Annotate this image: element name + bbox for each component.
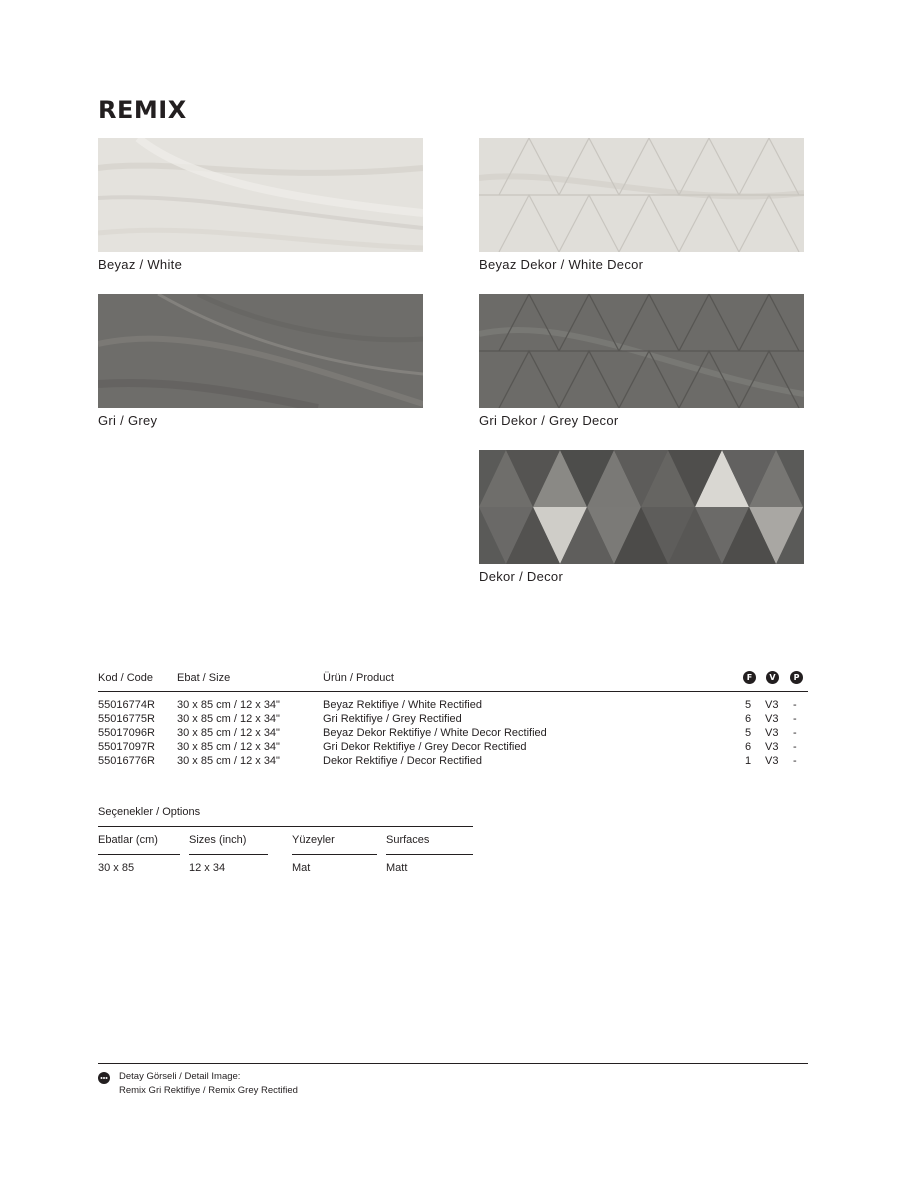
tile-caption: Beyaz Dekor / White Decor <box>479 257 644 272</box>
options-value-surfaces: Matt <box>386 862 408 874</box>
row-pei: - <box>793 713 797 725</box>
page-title: REMIX <box>98 96 187 124</box>
tile-caption: Dekor / Decor <box>479 569 564 584</box>
row-product: Gri Rektifiye / Grey Rectified <box>323 713 462 725</box>
row-pei: - <box>793 741 797 753</box>
pei-badge-icon: P <box>790 671 803 684</box>
options-header-surfaces: Surfaces <box>386 834 430 846</box>
detail-image-icon <box>98 1071 110 1083</box>
table-row <box>98 698 808 712</box>
tile-image-decor <box>479 450 804 564</box>
col-header-size: Ebat / Size <box>177 672 231 684</box>
options-header-yuzeyler: Yüzeyler <box>292 834 335 846</box>
options-title: Seçenekler / Options <box>98 806 201 818</box>
col-header-code: Kod / Code <box>98 672 154 684</box>
shade-variation-badge-icon: V <box>766 671 779 684</box>
table-row <box>98 726 808 740</box>
row-shade: V3 <box>765 755 779 767</box>
tile-caption: Gri Dekor / Grey Decor <box>479 413 619 428</box>
footer-detail-product: Remix Gri Rektifiye / Remix Grey Rectified <box>119 1085 298 1096</box>
options-rule <box>386 854 473 855</box>
row-size: 30 x 85 cm / 12 x 34" <box>177 713 280 725</box>
options-value-cm: 30 x 85 <box>98 862 135 874</box>
row-frost: 1 <box>745 755 752 767</box>
table-header-rule <box>98 691 808 692</box>
row-code: 55017097R <box>98 741 155 753</box>
row-code: 55016775R <box>98 713 155 725</box>
footer-detail-label: Detay Görseli / Detail Image: <box>119 1071 241 1082</box>
row-size: 30 x 85 cm / 12 x 34" <box>177 699 280 711</box>
row-pei: - <box>793 755 797 767</box>
col-header-product: Ürün / Product <box>323 672 394 684</box>
row-code: 55017096R <box>98 727 155 739</box>
options-header-cm: Ebatlar (cm) <box>98 834 158 846</box>
options-top-rule <box>98 826 473 827</box>
row-frost: 6 <box>745 741 752 753</box>
row-product: Beyaz Rektifiye / White Rectified <box>323 699 482 711</box>
tile-image-white-decor <box>479 138 804 252</box>
options-value-inch: 12 x 34 <box>189 862 226 874</box>
options-header-inch: Sizes (inch) <box>189 834 247 846</box>
product-table-body <box>98 698 808 768</box>
options-value-yuzeyler: Mat <box>292 862 311 874</box>
row-product: Dekor Rektifiye / Decor Rectified <box>323 755 482 767</box>
row-size: 30 x 85 cm / 12 x 34" <box>177 755 280 767</box>
options-rule <box>292 854 377 855</box>
row-size: 30 x 85 cm / 12 x 34" <box>177 727 280 739</box>
tile-caption: Gri / Grey <box>98 413 158 428</box>
options-rule <box>189 854 268 855</box>
row-shade: V3 <box>765 741 779 753</box>
tile-caption: Beyaz / White <box>98 257 183 272</box>
row-shade: V3 <box>765 713 779 725</box>
row-frost: 5 <box>745 699 752 711</box>
footer-rule <box>98 1063 808 1064</box>
row-pei: - <box>793 699 797 711</box>
tile-image-grey <box>98 294 423 408</box>
row-pei: - <box>793 727 797 739</box>
row-product: Gri Dekor Rektifiye / Grey Decor Rectified <box>323 741 527 753</box>
row-frost: 5 <box>745 727 752 739</box>
row-product: Beyaz Dekor Rektifiye / White Decor Rectified <box>323 727 547 739</box>
row-shade: V3 <box>765 699 779 711</box>
row-size: 30 x 85 cm / 12 x 34" <box>177 741 280 753</box>
row-frost: 6 <box>745 713 752 725</box>
row-code: 55016776R <box>98 755 155 767</box>
table-row <box>98 740 808 754</box>
table-row <box>98 754 808 768</box>
frost-badge-icon: F <box>743 671 756 684</box>
options-rule <box>98 854 180 855</box>
table-row <box>98 712 808 726</box>
row-shade: V3 <box>765 727 779 739</box>
tile-image-grey-decor <box>479 294 804 408</box>
row-code: 55016774R <box>98 699 155 711</box>
tile-image-white <box>98 138 423 252</box>
